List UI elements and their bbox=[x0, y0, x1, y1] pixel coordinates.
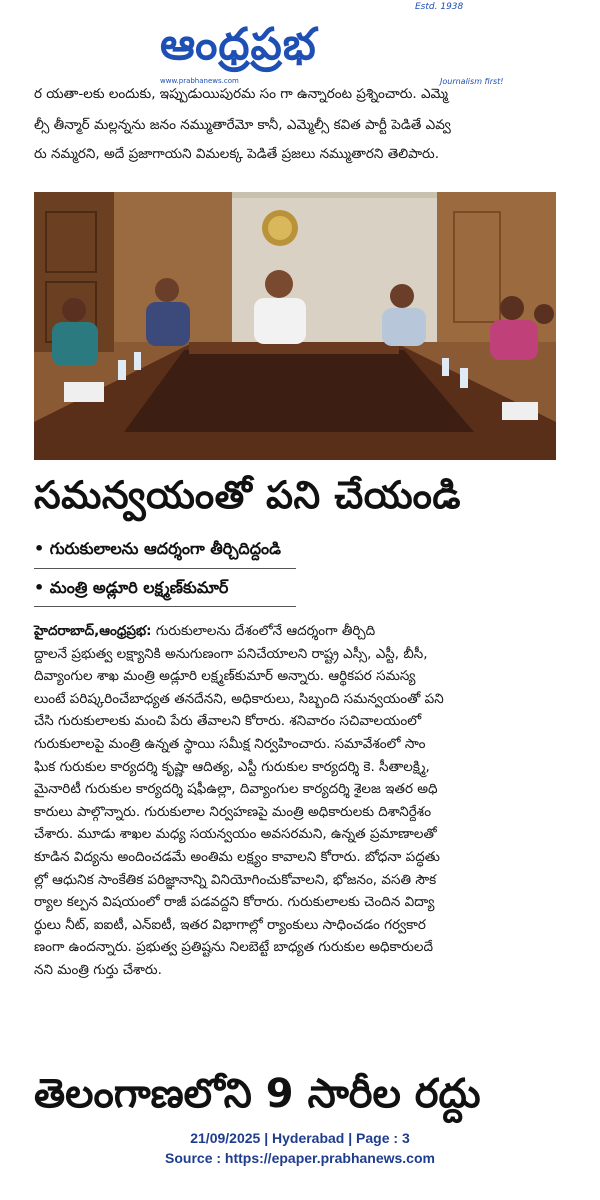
article-subhead: • మంత్రి అడ్లూరి లక్ష్మణ్‌కుమార్ bbox=[34, 578, 229, 597]
estd-label: Estd. 1938 bbox=[415, 2, 464, 12]
top-paragraph-line: రు నమ్మరని, అదే ప్రజాగాయని విమలక్క పెడితే ప్రజలు నమ్ముతారని తెలిపారు. bbox=[34, 145, 439, 162]
article-line: గురుకులాలపై మంత్రి ఉన్నత స్థాయి సమీక్ష నిర్వహించారు. సమావేశంలో సాం bbox=[34, 735, 426, 752]
footer-date-line: 21/09/2025 | Hyderabad | Page : 3 bbox=[190, 1130, 410, 1146]
article-line-text: గురుకులాలను దేశంలోనే ఆదర్శంగా తీర్చిది bbox=[155, 623, 376, 639]
article-headline: సమన్వయంతో పని చేయండి bbox=[34, 473, 462, 517]
article-line: ద్దాలనే ప్రభుత్వ లక్ష్యానికి అనుగుణంగా పనిచేయాలని రాష్ట్ర ఎస్సీ, ఎస్టీ, బీసీ, bbox=[34, 645, 428, 662]
article-line: దివ్యాంగుల శాఖ మంత్రి అడ్లూరి లక్ష్మణ్‌కుమార్ అన్నారు. ఆర్థికపర సమస్య bbox=[34, 668, 416, 685]
divider bbox=[34, 606, 296, 607]
logo-text: ఆంధ్రప్రభ bbox=[160, 19, 317, 70]
top-cut-text: ర యతా-లకు లందుకు, ఇప్పుడుయిపురమ సం గా ఉన్నారంట ప్రశ్నించారు. ఎమ్మె bbox=[34, 86, 449, 102]
article-line: ర్థులు నీట్, ఐఐటీ, ఎన్ఐటీ, ఇతర విభాగాల్లో ర్యాంకులు సాధించడం గర్వకార bbox=[34, 916, 426, 933]
article-line: కూడిన విద్యను అందించడమే అంతిమ లక్ష్యం కావాలని కోరారు. బోధనా పద్ధతు bbox=[34, 848, 440, 865]
article-line: ణంగా ఉందన్నారు. ప్రభుత్వ ప్రతిష్టను నిలబెట్టే బాధ్యత గురుకుల అధికారులదే bbox=[34, 939, 434, 956]
article-line: ర్యాల కల్పన విషయంలో రాజీ పడవద్దని కోరారు. గురుకులాలకు చెందిన విద్యా bbox=[34, 894, 435, 911]
meeting-photo bbox=[34, 192, 556, 460]
next-article-headline bbox=[34, 1066, 554, 1117]
website-label: www.prabhanews.com bbox=[160, 77, 239, 85]
article-line: కారులు పాల్గొన్నారు. గురుకులాల నిర్వహణపై మంత్రి అధికారులకు దిశానిర్దేశం bbox=[34, 803, 432, 820]
masthead bbox=[0, 0, 600, 96]
article-line bbox=[34, 620, 554, 643]
article-body bbox=[34, 620, 554, 982]
cut-off-line bbox=[34, 86, 554, 108]
article-line: ఘిక గురుకుల కార్యదర్శి కృష్ణా ఆదిత్య, ఎస్టీ గురుకుల కార్యదర్శి కె. సీతాలక్ష్మి, bbox=[34, 758, 430, 775]
article-line: చేసి గురుకులాలకు మంచి పేరు తేవాలని కోరారు. శనివారం సచివాలయంలో bbox=[34, 713, 422, 730]
article-line: ల్లో ఆధునిక సాంకేతిక పరిజ్ఞానాన్ని వినియోగించుకోవాలని, భోజనం, వసతి సౌక bbox=[34, 871, 437, 888]
top-paragraph bbox=[34, 114, 554, 165]
newspaper-logo bbox=[160, 14, 450, 76]
footer bbox=[0, 1128, 600, 1168]
top-paragraph-line: ల్సీ తీన్మార్ మల్లన్నను జనం నమ్ముతారేమో కానీ, ఎమ్మెల్సీ కవిత పార్టీ పెడితే ఎవ్వ bbox=[34, 117, 451, 133]
dateline: హైదరాబాద్,ఆంధ్రప్రభ: bbox=[34, 623, 152, 639]
next-article-headline-text: తెలంగాణలోని 9 సారీల రద్దు bbox=[34, 1071, 481, 1117]
article-line: నని మంత్రి గుర్తు చేశారు. bbox=[34, 961, 162, 978]
article-line: మైనారిటీ గురుకుల కార్యదర్శి షఫీఉల్లా, దివ్యాంగుల కార్యదర్శి శైలజ ఇతర అధి bbox=[34, 781, 438, 798]
tagline: Journalism first! bbox=[440, 77, 504, 86]
article-line: చేశారు. మూడు శాఖల మధ్య సయన్వయం అవసరమని, ఉన్నత ప్రమాణాలతో bbox=[34, 826, 437, 843]
meeting-photo-icon bbox=[34, 192, 556, 460]
article-subhead: • గురుకులాలను ఆదర్శంగా తీర్చిదిద్దండి bbox=[34, 539, 281, 558]
footer-source-link[interactable]: Source : https://epaper.prabhanews.com bbox=[165, 1150, 435, 1166]
article-line: లుంటే పరిష్కరించేబాధ్యత తనదేనని, అధికారులు, సిబ్బంది సమన్వయంతో పని bbox=[34, 690, 444, 707]
divider bbox=[34, 568, 296, 569]
